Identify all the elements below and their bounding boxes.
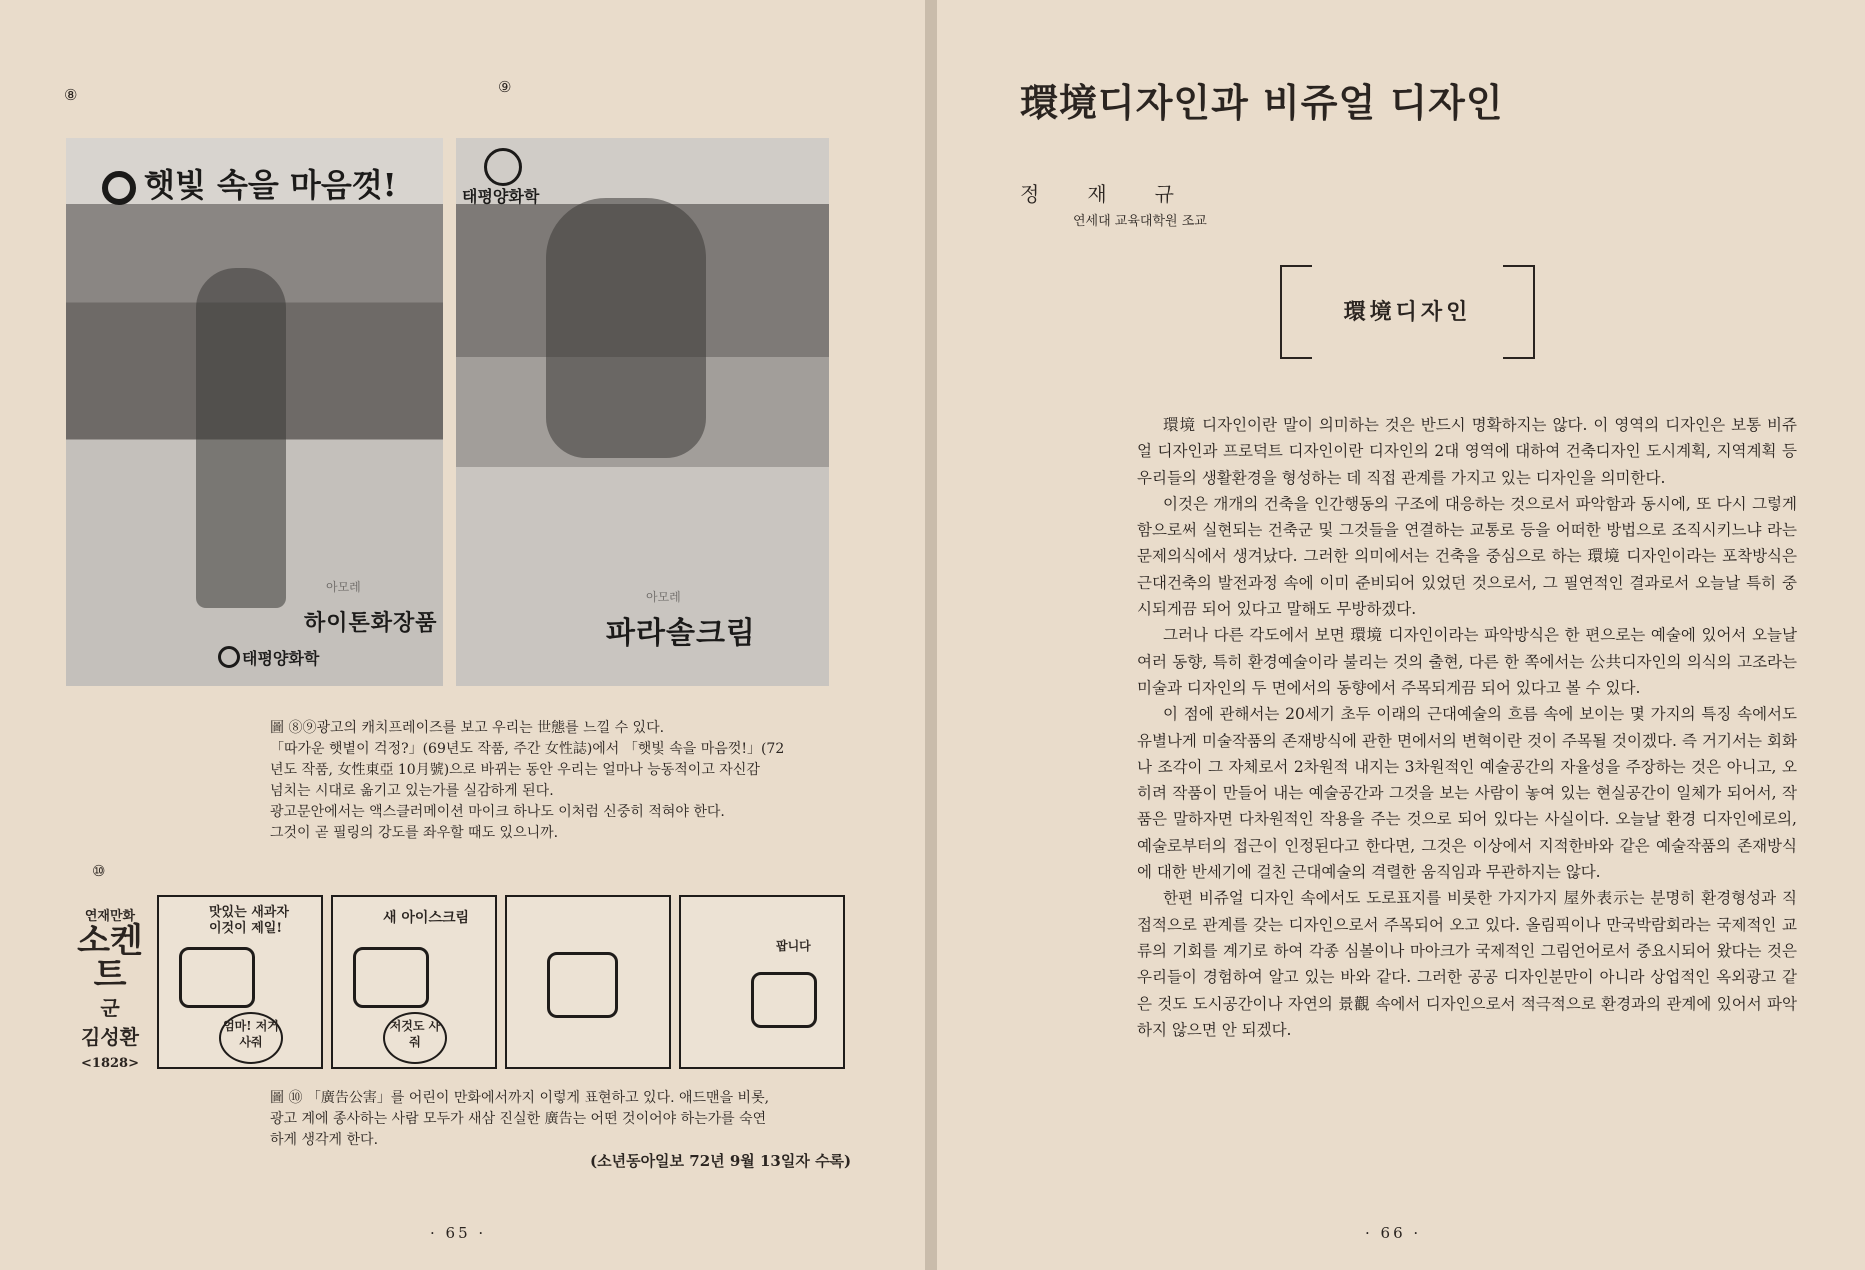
ad1-product: 하이톤화장품 [304, 610, 438, 636]
right-page [937, 0, 1865, 1270]
tv-icon [353, 947, 429, 1008]
comic-episode: <1828> [81, 1056, 139, 1071]
comic-suffix: 군 [100, 996, 120, 1020]
panel1-bubble: 엄마! 저거사줘 [219, 1012, 283, 1064]
figure-9-label: ⑨ [498, 78, 512, 96]
caption-line: 圖 ⑩ 「廣告公害」를 어린이 만화에서까지 이렇게 표현하고 있다. 애드맨을 비롯, [270, 1090, 770, 1106]
caption-line: 광고문안에서는 액스클러메이션 마이크 하나도 이처럼 신중히 적혀야 한다. [270, 804, 725, 820]
comic-panel-4 [679, 895, 845, 1069]
left-page [0, 0, 925, 1270]
ad1-product-label: 아모레 [326, 580, 361, 594]
figure-caption-1 [270, 718, 860, 844]
page-number-right: · 66 · [1365, 1224, 1422, 1242]
paragraph: 이 점에 관해서는 20세기 초두 이래의 근대예술의 흐름 속에 보이는 몇 가지의 특징 속에서도 유별나게 미술작품의 존재방식에 관한 면에서의 변혁이란 것이 주목될 것이겠다. 즉 거기서는 회화나 조각이 그 자체로서 2차원적 내지는 3차원적인 예술공간의 자율성을 주장하는 것은 아니고, 오히려 작품이 만들어 내는 예술공간과 그것을 보는 사람이 놓여 있는 현실공간이 일체가 되어서, 작품은 말하자면 다차원적인 작용을 주는 것으로 되어 있다는 사실이다. 오늘날 환경 디자인에로의, 예술로부터의 접근이 인정된다고 한다면, 그것은 이상에서 지적한바와 같은 예술작품의 존재방식에 대한 반세기에 걸친 근대예술의 격렬한 움직임과 무관하지는 않다. [1137, 705, 1797, 882]
brand-logo-icon [218, 646, 240, 668]
panel2-bubble: 저것도 사줘 [383, 1012, 447, 1064]
ad2-product-label: 아모레 [646, 590, 681, 604]
caption-line: 그것이 곧 필링의 강도를 좌우할 때도 있으니까. [270, 825, 559, 841]
figure-10-label: ⑩ [92, 862, 106, 880]
paragraph: 한편 비쥬얼 디자인 속에서도 도로표지를 비롯한 가지가지 屋外表示는 분명히 환경형성과 직접적으로 관계를 갖는 디자인으로서 주목되어 오고 있다. 올림픽이나 만국박람회라는 국제적인 교류의 기회를 계기로 하여 각종 심볼이나 마아크가 국제적인 그림언어로서 중요시되어 왔다는 것은 우리들이 경험하여 알고 있는 바와 같다. 그러한 공공 디자인분만이 아니라 상업적인 옥외광고 같은 것도 도시공간이나 자연의 景觀 속에서 디자인으로서 적극적으로 환경과의 관계에 있어서 파악하지 않으면 안 되겠다. [1137, 889, 1797, 1039]
figure-caption-2 [270, 1088, 860, 1151]
ad1-brand: 태평양화학 [242, 649, 320, 668]
ad-photo-2 [456, 138, 829, 686]
article-body [1137, 412, 1797, 1043]
caption-line: 하게 생각게 한다. [270, 1132, 379, 1148]
paragraph: 環境 디자인이란 말이 의미하는 것은 반드시 명확하지는 않다. 이 영역의 디자인은 보통 비쥬얼 디자인과 프로덕트 디자인이란 디자인의 2대 영역에 대하여 건축디자인 도시계획, 지역계획 등 우리들의 생활환경을 형성하는 데 직접 관계를 가지고 있는 디자인을 의미한다. [1137, 416, 1797, 487]
caption-line: 광고 계에 종사하는 사람 모두가 새삼 진실한 廣告는 어떤 것이어야 하는가를 숙연 [270, 1111, 767, 1127]
comic-panel-1 [157, 895, 323, 1069]
caption-line: 圖 ⑧⑨광고의 캐치프레이즈를 보고 우리는 世態를 느낄 수 있다. [270, 720, 665, 736]
model-figure-1 [196, 268, 286, 608]
comic-author: 김성환 [81, 1025, 139, 1049]
ad1-headline: 햇빛 속을 마음껏! [102, 160, 397, 206]
ad-photo-1 [66, 138, 443, 686]
comic-title-block [70, 905, 150, 1071]
circle-icon [102, 171, 136, 205]
article-author: 정재규 [1020, 182, 1222, 206]
panel1-text: 맛있는 새과자 이것이 제일! [209, 905, 289, 936]
panel2-text: 새 아이스크림 [383, 910, 470, 926]
page-number-left: · 65 · [430, 1224, 487, 1242]
paragraph: 이것은 개개의 건축을 인간행동의 구조에 대응하는 것으로서 파악함과 동시에, 또 다시 그렇게 함으로써 실현되는 건축군 및 그것들을 연결하는 교통로 등을 어떠한 방법으로 조직시키느냐 라는 문제의식에서 생겨났다. 그러한 의미에서는 건축을 중심으로 하는 環境 디자인이라는 포착방식은 근대건축의 발전과정 속에 이미 준비되어 있었던 것으로서, 그 필연적인 결과로서 오늘날 특히 중시되게끔 되어 있다고 말해도 무방하겠다. [1137, 494, 1797, 619]
comic-panel-3 [505, 895, 671, 1069]
author-affiliation: 연세대 교육대학원 조교 [1073, 214, 1207, 229]
section-heading-box [1280, 265, 1535, 355]
comic-panel-2 [331, 895, 497, 1069]
comic-source: (소년동아일보 72년 9월 13일자 수록) [590, 1152, 852, 1170]
section-heading: 環境디자인 [1343, 299, 1472, 325]
tv-icon [751, 972, 817, 1028]
tv-icon [547, 952, 618, 1018]
page-gutter [925, 0, 937, 1270]
tv-icon [179, 947, 255, 1008]
ad2-brand: 태평양화학 [462, 187, 540, 206]
model-figure-2 [546, 198, 706, 458]
paragraph: 그러나 다른 각도에서 보면 環境 디자인이라는 파악방식은 한 편으로는 예술에 있어서 오늘날 여러 동향, 특히 환경예술이라 불리는 것의 출현, 다른 한 쪽에서는 公共디자인의 의식의 고조라는 미술과 디자인의 두 면에서의 동향에서 주목되게끔 되어 있다고 볼 수 있다. [1137, 626, 1797, 697]
comic-series: 연재만화 [84, 909, 136, 924]
article-title: 環境디자인과 비쥬얼 디자인 [1020, 80, 1504, 125]
caption-line: 년도 작품, 女性東亞 10月號)으로 바뀌는 동안 우리는 얼마나 능동적이고 자신감 [270, 762, 760, 778]
caption-line: 「따가운 햇볕이 걱정?」(69년도 작품, 주간 女性誌)에서 「햇빛 속을 마음껏!」(72 [270, 741, 785, 757]
ad2-product: 파라솔크림 [606, 616, 756, 651]
panel4-text: 팝니다 [776, 939, 811, 953]
comic-title: 소켄트 [77, 921, 143, 995]
figure-8-label: ⑧ [64, 86, 78, 104]
brand-logo-icon [484, 148, 522, 186]
caption-line: 넘치는 시대로 옮기고 있는가를 실감하게 된다. [270, 783, 554, 799]
